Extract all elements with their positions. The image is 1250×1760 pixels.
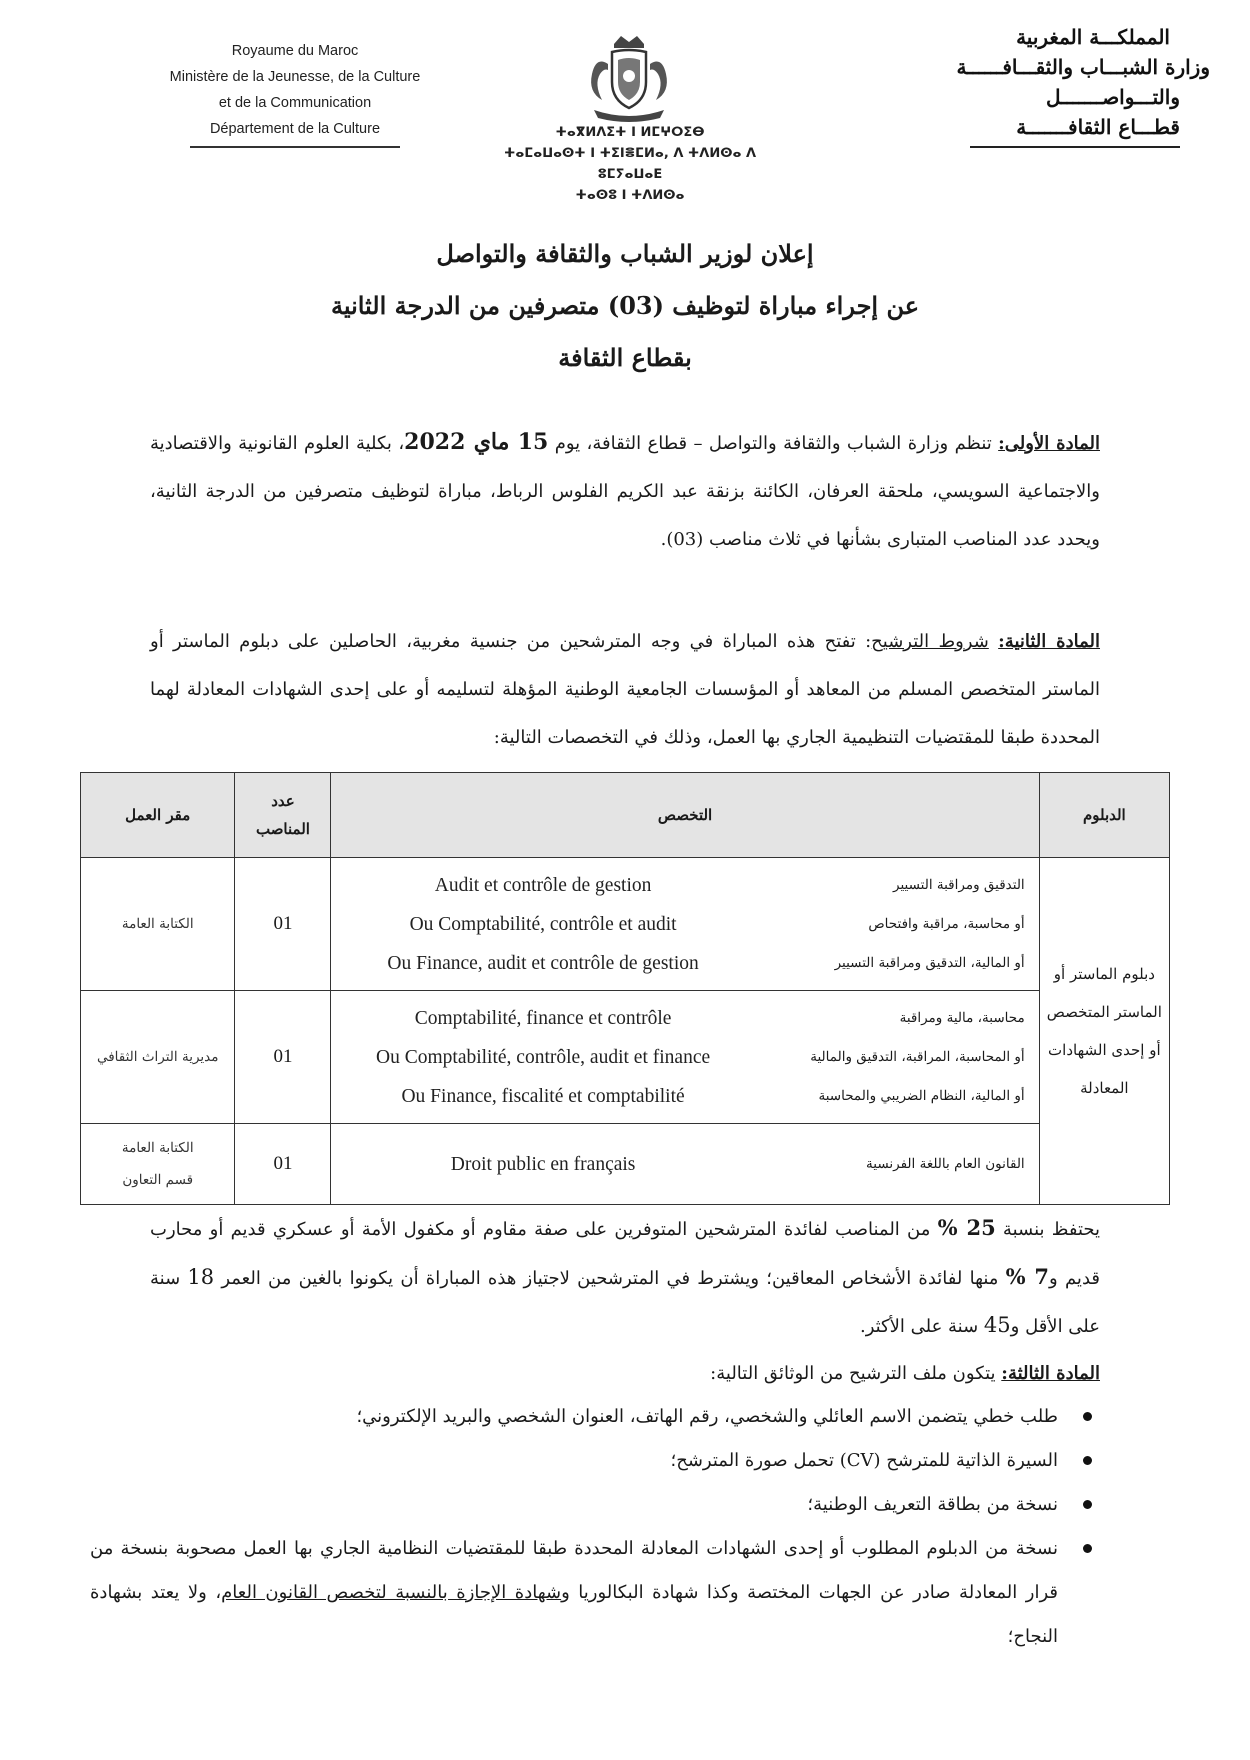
seat-cell	[81, 858, 235, 991]
spec-ar: أو محاسبة، مراقبة وافتحاص	[868, 915, 1025, 932]
tifinagh-line-1: ⵜⴰⴳⵍⴷⵉⵜ ⵏ ⵍⵎⵖⵔⵉⴱ	[555, 125, 705, 140]
table-row	[81, 858, 1170, 991]
bullet-icon	[1083, 1412, 1092, 1421]
article-2-subtitle: شروط الترشيح	[871, 631, 989, 652]
coat-of-arms-icon	[574, 34, 684, 124]
header-fr-line-2: Ministère de la Jeunesse, de la Culture	[169, 69, 421, 85]
positions-table	[80, 772, 1170, 1205]
quota-paragraph	[150, 1204, 1100, 1350]
spec-fr: Comptabilité, finance et contrôle	[414, 1007, 672, 1029]
quota-text-b: من المناصب لفائدة المترشحين المتوفرين على صفة مقاوم أو مكفول الأمة أو عسكري قديم أو محارب قديم و	[150, 1219, 1100, 1289]
article-2-text: : تفتح هذه المباراة في وجه المترشحين من جنسية مغربية، الحاصلين على دبلوم الماستر أو الماستر المتخصص المسلم من المعاهد أو المؤسسات الجامعية الوطنية المؤهلة لتسليمه أو على إحدى الشهادات المعادلة لهما المحددة طبقا للمقتضيات التنظيمية الجاري بها العمل، وذلك في التخصصات التالية:	[150, 631, 1100, 748]
seat-cell	[81, 1124, 235, 1205]
list-item-text: السيرة الذاتية للمترشح (CV) تحمل صورة المترشح؛	[670, 1450, 1058, 1471]
header-ar-divider	[970, 146, 1180, 148]
bullet-icon	[1083, 1544, 1092, 1553]
specialty-cell-2	[331, 991, 1039, 1124]
header-specialty: التخصص	[331, 773, 1039, 858]
header-ar-line-1: المملكـــة المغربية	[1016, 25, 1170, 49]
quota-percent-2: 7 %	[1005, 1264, 1050, 1289]
article-1-text-a: تنظم وزارة الشباب والثقافة والتواصل – قطاع الثقافة، يوم	[548, 433, 999, 454]
title-line-3: بقطاع الثقافة	[558, 343, 692, 372]
header-fr-line-3: et de la Communication	[218, 95, 372, 111]
count-cell: 01	[235, 991, 331, 1124]
header-french	[150, 38, 440, 148]
spec-ar: أو المحاسبة، المراقبة، التدقيق والمالية	[810, 1048, 1025, 1065]
list-item-text-b: ، ولا يعتد بشهادة النجاح؛	[90, 1582, 1058, 1647]
header-fr-line-4: Département de la Culture	[209, 121, 381, 137]
header-fr-divider	[190, 146, 400, 148]
quota-text-e: سنة على الأكثر.	[859, 1316, 984, 1337]
article-2-label: المادة الثانية:	[998, 631, 1100, 652]
seat-line: قسم التعاون	[122, 1172, 194, 1188]
max-age: 45	[983, 1313, 1011, 1337]
specialty-cell-1	[331, 858, 1039, 991]
spec-ar: أو المالية، النظام الضريبي والمحاسبة	[818, 1087, 1025, 1104]
seat-cell	[81, 991, 235, 1124]
header-ar-line-2: وزارة الشبـــاب والثقـــافــــــة	[956, 55, 1210, 79]
article-3-text: يتكون ملف الترشيح من الوثائق التالية:	[710, 1363, 1002, 1384]
list-item-text-a: نسخة من الدبلوم المطلوب أو إحدى الشهادات المعادلة المحددة طبقا للمقتضيات النظامية الجاري بها العمل مصحوبة بنسخة من قرار المعادلة صادر عن الجهات المختصة وكذا شهادة البكالوريا و	[90, 1538, 1058, 1603]
table-header-row	[81, 773, 1170, 858]
spec-ar: التدقيق ومراقبة التسيير	[893, 876, 1025, 893]
quota-percent-1: 25 %	[937, 1215, 996, 1240]
header-tifinagh	[470, 122, 790, 206]
list-item	[90, 1439, 1100, 1483]
spec-fr: Ou Comptabilité, contrôle, audit et finance	[376, 1046, 711, 1068]
diploma-cell: دبلوم الماستر أو الماستر المتخصص أو إحدى الشهادات المعادلة	[1039, 858, 1169, 1205]
announcement-title	[150, 228, 1100, 384]
documents-list	[90, 1395, 1100, 1659]
header-fr-line-1: Royaume du Maroc	[231, 43, 359, 59]
bullet-icon	[1083, 1456, 1092, 1465]
article-3-label: المادة الثالثة:	[1001, 1363, 1100, 1384]
spec-ar: محاسبة، مالية ومراقبة	[899, 1009, 1025, 1026]
quota-text-c: منها لفائدة الأشخاص المعاقين؛ ويشترط في المترشحين لاجتياز هذه المباراة أن يكونوا بالغين من العمر	[214, 1268, 1006, 1289]
list-item	[90, 1483, 1100, 1527]
spec-fr: Ou Comptabilité, contrôle et audit	[409, 913, 677, 935]
spec-fr: Ou Finance, audit et contrôle de gestion	[387, 952, 699, 974]
header-ar-line-4: قطـــاع الثقافـــــــة	[1016, 115, 1180, 139]
list-item-text: طلب خطي يتضمن الاسم العائلي والشخصي، رقم الهاتف، العنوان الشخصي والبريد الإلكتروني؛	[356, 1406, 1058, 1427]
article-1-label: المادة الأولى:	[998, 433, 1100, 454]
spec-ar: أو المالية، التدقيق ومراقبة التسيير	[834, 954, 1025, 971]
list-item-text: نسخة من بطاقة التعريف الوطنية؛	[807, 1494, 1058, 1515]
article-1	[150, 418, 1100, 564]
header-arabic	[910, 22, 1210, 148]
seat-line: الكتابة العامة	[121, 916, 194, 932]
list-item-text-underlined: شهادة الإجازة بالنسبة لتخصص القانون العام	[221, 1582, 562, 1603]
header-ar-line-3: والتـــواصـــــــل	[1046, 85, 1180, 109]
table-row	[81, 1124, 1170, 1205]
count-cell: 01	[235, 1124, 331, 1205]
header-diploma: الدبلوم	[1039, 773, 1169, 858]
tifinagh-line-2: ⵜⴰⵎⴰⵡⴰⵙⵜ ⵏ ⵜⵉⵏⴻⵎⵍⴰ, ⴷ ⵜⴷⵍⵙⴰ ⴷ ⵓⵎⵢⴰⵡⴰⴹ	[503, 146, 757, 182]
table-row	[81, 991, 1170, 1124]
seat-line: الكتابة العامة	[121, 1140, 194, 1156]
min-age: 18	[187, 1265, 215, 1289]
title-line-2: عن إجراء مباراة لتوظيف (03) متصرفين من الدرجة الثانية	[330, 291, 920, 320]
seat-line: مديرية التراث الثقافي	[96, 1049, 219, 1065]
title-line-1: إعلان لوزير الشباب والثقافة والتواصل	[436, 239, 814, 268]
spec-fr: Droit public en français	[450, 1153, 636, 1175]
list-item	[90, 1395, 1100, 1439]
header-seat: مقر العمل	[81, 773, 235, 858]
count-cell: 01	[235, 858, 331, 991]
article-1-text-b: ، بكلية العلوم القانونية والاقتصادية والاجتماعية السويسي، ملحقة العرفان، الكائنة بزنقة عبد الكريم الفلوس الرباط، مباراة لتوظيف متصرفين من الدرجة الثانية، ويحدد عدد المناصب المتبارى بشأنها في ثلاث مناصب (03).	[150, 433, 1100, 550]
spec-fr: Audit et contrôle de gestion	[434, 874, 652, 896]
quota-text-d: سنة على الأقل و	[150, 1268, 1100, 1337]
bullet-icon	[1083, 1500, 1092, 1509]
article-2	[150, 618, 1100, 762]
spec-ar: القانون العام باللغة الفرنسية	[866, 1155, 1025, 1172]
specialty-cell-3	[331, 1124, 1039, 1205]
header-count: عدد المناصب	[235, 773, 331, 858]
spec-fr: Ou Finance, fiscalité et comptabilité	[401, 1085, 685, 1107]
list-item	[90, 1527, 1100, 1659]
tifinagh-line-3: ⵜⴰⵙⵓ ⵏ ⵜⴷⵍⵙⴰ	[575, 188, 685, 203]
quota-text-a: يحتفظ بنسبة	[995, 1219, 1101, 1240]
article-3	[150, 1352, 1100, 1396]
exam-date: 15 ماي 2022	[404, 429, 549, 455]
